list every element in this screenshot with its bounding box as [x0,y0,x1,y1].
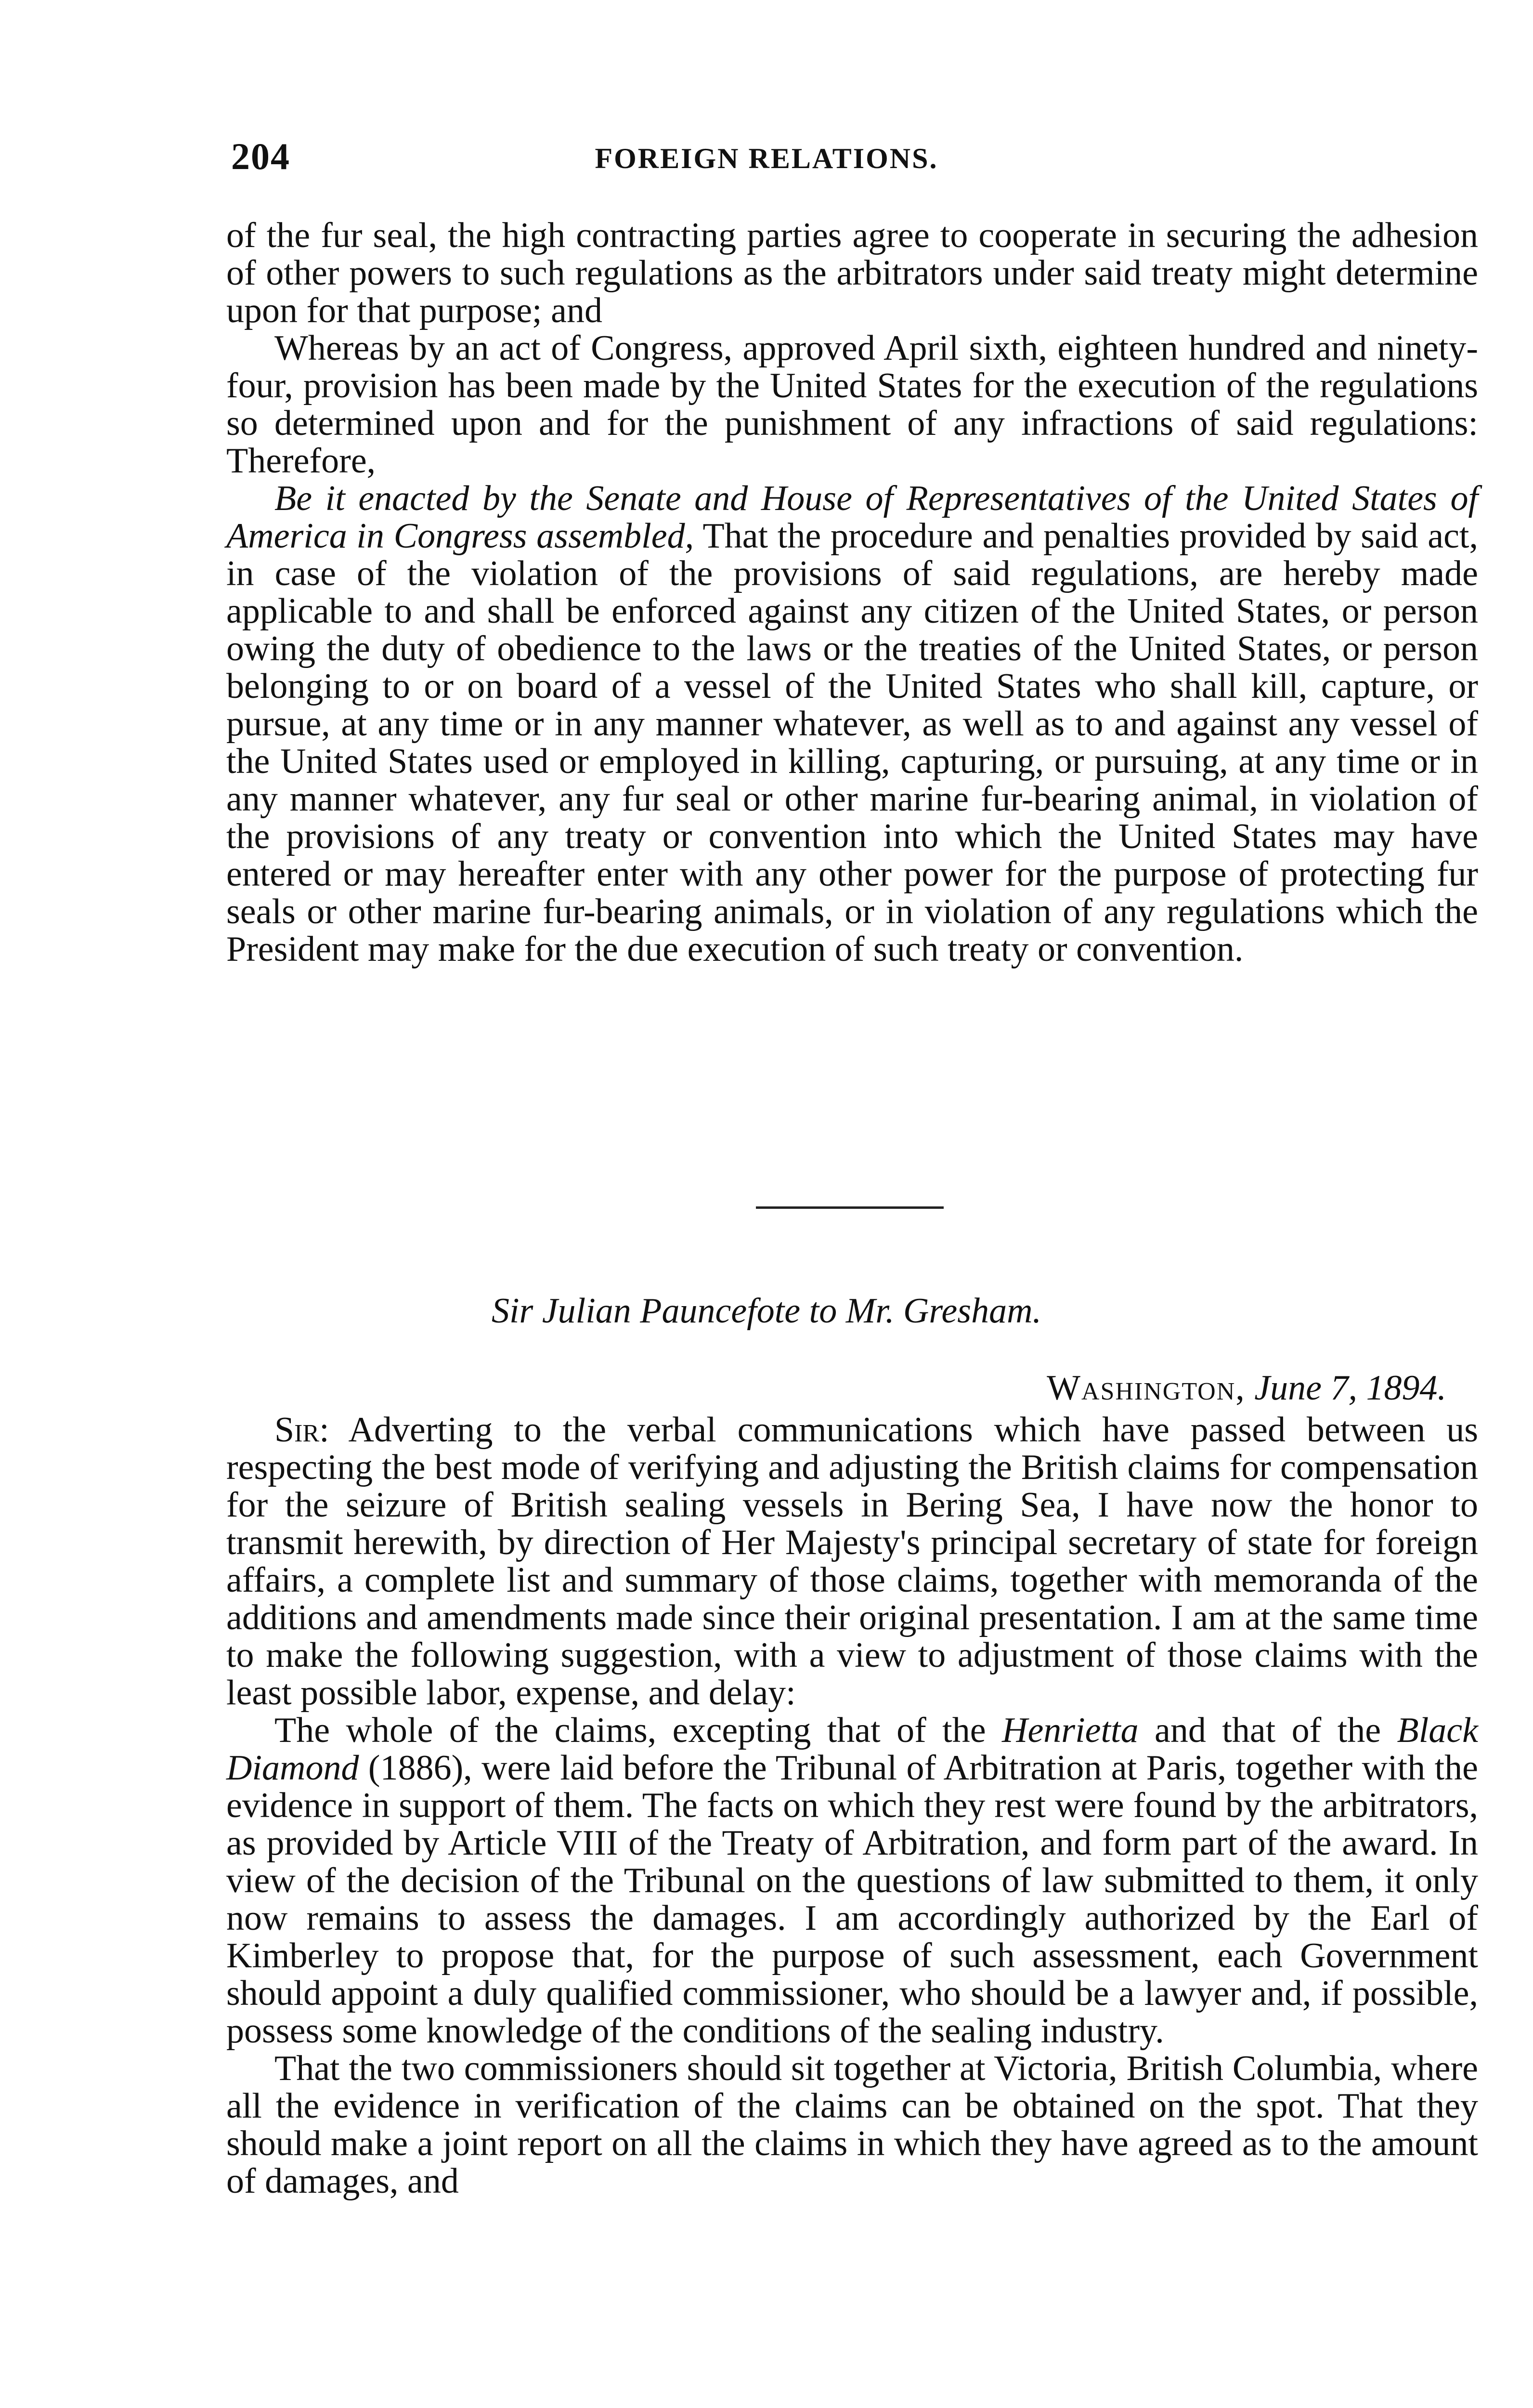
paragraph: That the two commissioners should sit together at Victoria, British Columbia, where all the evidence in verification of the claims can be obtained on the spot. That they should make a joint report on all the claims in which they have agreed as to the amount of damages, and [226,2049,1478,2201]
paragraph-text: The whole of the claims, excepting that of the [274,1711,1002,1750]
enacting-clause: Be it enacted by the Senate and House of Representatives of the United States of America in Congress assembled, [226,479,1478,556]
paragraph-text: (1886), were laid before the Tribunal of Arbitration at Paris, together with the evidence in support of them. The facts on which they rest were found by the arbitrators, as provided by Article VIII of the Treaty of Arbitration, and form part of the award. In view of the decision of the Tribunal on the questions of law submitted to them, it only now remains to assess the damages. I am accordingly authorized by the Earl of Kimberley to propose that, for the purpose of such assessment, each Government should appoint a duly qualified commissioner, who should be a lawyer and, if possible, possess some knowledge of the conditions of the sealing industry. [226,1748,1478,2051]
page-number: 204 [231,135,290,177]
section-divider [756,1206,944,1209]
paragraph-text: Adverting to the verbal communications which have passed between us respecting the best mode of verifying and adjusting the British claims for compensation for the seizure of British sealing vessels in Bering Sea, I have now the honor to transmit herewith, by direction of Her Majesty's principal secretary of state for foreign affairs, a complete list and summary of those claims, together with memoranda of the additions and amendments made since their original presentation. I am at the same time to make the following suggestion, with a view to adjustment of those claims with the least possible labor, expense, and delay: [226,1410,1478,1713]
dateline-place: Washington, [1047,1368,1246,1408]
paragraph [226,1411,1478,1712]
letter-body [226,1411,1478,2200]
vessel-name: Henrietta [1002,1711,1139,1750]
joint-resolution-text [226,217,1478,968]
enacting-paragraph [226,480,1478,968]
enacting-body: That the procedure and penalties provided by said act, in case of the violation of the provisions of said regulations, are hereby made applicable to and shall be enforced against any citizen of the United States, or person owing the duty of obedience to the laws or the treaties of the United States, or person belonging to or on board of a vessel of the United States who shall kill, capture, or pursue, at any time or in any manner whatever, as well as to and against any vessel of the United States used or employed in killing, capturing, or pursuing, at any time or in any manner whatever, any fur seal or other marine fur-bearing animal, in violation of the provisions of any treaty or convention into which the United States may have entered or may hereafter enter with any other power for the purpose of protecting fur seals or other marine fur-bearing animals, or in violation of any regulations which the President may make for the due execution of such treaty or convention. [226,516,1478,969]
paragraph [226,1712,1478,2050]
paragraph-text: and that of the [1138,1711,1397,1750]
paragraph: of the fur seal, the high contracting parties agree to cooperate in securing the adhesion of other powers to such regulations as the arbitrators under said treaty might determine upon for that purpose; and [226,216,1478,330]
dateline-date: June 7, 1894. [1245,1368,1446,1408]
vessel-name: Black Diamond [226,1711,1478,1788]
letter-heading: Sir Julian Pauncefote to Mr. Gresham. [491,1291,1042,1331]
salutation: Sir: [274,1410,329,1450]
paragraph: Whereas by an act of Congress, approved April sixth, eighteen hundred and ninety-four, provision has been made by the United States for the execution of the regulations so determined upon and for the punishment of any infractions of said regulations: Therefore, [226,328,1478,481]
running-title: FOREIGN RELATIONS. [595,143,938,174]
letter-dateline [1047,1368,1446,1409]
